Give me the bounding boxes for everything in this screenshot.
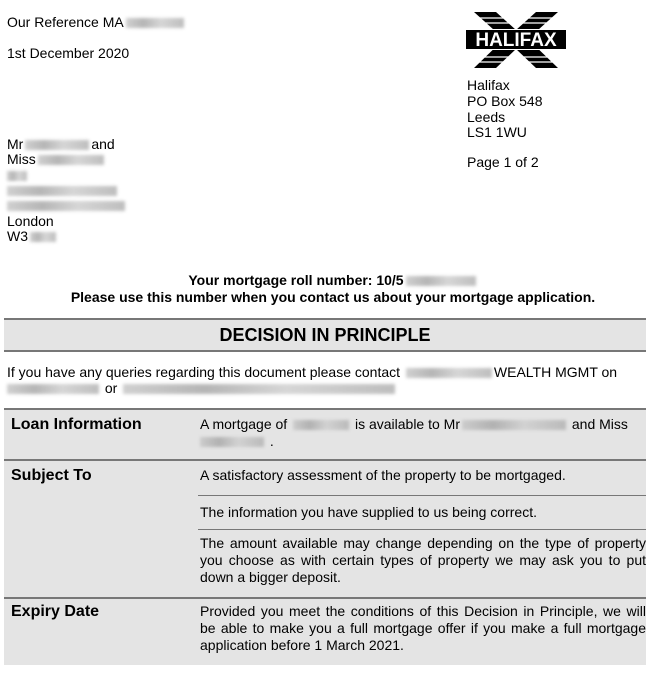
- subject-item-2: The information you have supplied to us being correct.: [200, 504, 537, 520]
- roll-number-line: [0, 272, 666, 288]
- halifax-x-logo-icon: [466, 12, 566, 68]
- sender-address-line-2: PO Box 548: [467, 93, 543, 109]
- redacted-broker: [406, 368, 492, 378]
- expiry-date-text: Provided you meet the conditions of this Decision in Principle, we will be able to make you a full mortgage offer if you make a full mortgage application before 1 March 2021.: [200, 603, 646, 653]
- redacted-address-block: [7, 168, 125, 211]
- reference-line: [7, 14, 186, 30]
- roll-number-label: Your mortgage roll number: 10/5: [188, 272, 404, 288]
- letter-date: 1st December 2020: [7, 45, 130, 61]
- recipient-city: London: [7, 213, 54, 229]
- divider: [198, 495, 646, 496]
- logo-text: HALIFAX: [475, 30, 557, 51]
- redacted-name-2: [38, 155, 104, 165]
- redacted-phone: [7, 384, 99, 394]
- sender-address-line-1: Halifax: [467, 77, 510, 93]
- subject-item-1: A satisfactory assessment of the property to be mortgaged.: [200, 467, 566, 483]
- divider: [198, 529, 646, 530]
- decision-banner: DECISION IN PRINCIPLE: [4, 318, 646, 352]
- redacted-name-miss: [200, 437, 264, 447]
- subject-to-label: Subject To: [11, 467, 92, 484]
- halifax-logo: [466, 12, 566, 68]
- sender-address-line-4: LS1 1WU: [467, 124, 527, 140]
- subject-item-3: The amount available may change depending on the type of property you choose as with certain types of property we may ask you to put down a bigger deposit.: [200, 535, 646, 585]
- redacted-name-1: [25, 140, 89, 150]
- reference-label: Our Reference MA: [7, 14, 124, 30]
- queries-or: or: [104, 380, 118, 396]
- recipient-line-2: [7, 151, 106, 167]
- queries-line-1: [7, 364, 617, 380]
- use-number-line: Please use this number when you contact us about your mortgage application.: [70, 289, 596, 305]
- expiry-date-label: Expiry Date: [11, 603, 100, 620]
- sender-address-line-3: Leeds: [467, 109, 506, 125]
- queries-firm: WEALTH MGMT on: [493, 364, 618, 380]
- recipient-postcode-line: [7, 228, 58, 244]
- recipient-title-1: Mr: [7, 136, 24, 152]
- queries-line-2: [7, 380, 397, 396]
- subject-to-row: [4, 459, 646, 597]
- redacted-amount: [293, 420, 349, 430]
- recipient-title-2: Miss: [7, 151, 36, 167]
- recipient-postcode: W3: [7, 228, 28, 244]
- recipient-line-1: [7, 136, 115, 152]
- redacted-roll-number: [406, 276, 476, 286]
- queries-text: If you have any queries regarding this document please contact: [7, 364, 401, 380]
- redacted-name-mr: [462, 420, 566, 430]
- redacted-reference: [126, 18, 184, 28]
- redacted-postcode: [30, 232, 56, 242]
- expiry-date-row: [4, 597, 646, 665]
- redacted-email: [123, 384, 395, 394]
- page-number: Page 1 of 2: [467, 154, 539, 170]
- loan-information-label: Loan Information: [11, 416, 142, 433]
- recipient-and: and: [91, 136, 115, 152]
- loan-information-text: A mortgage of is available to Mr and Miss .: [200, 416, 628, 449]
- loan-information-row: [4, 408, 646, 459]
